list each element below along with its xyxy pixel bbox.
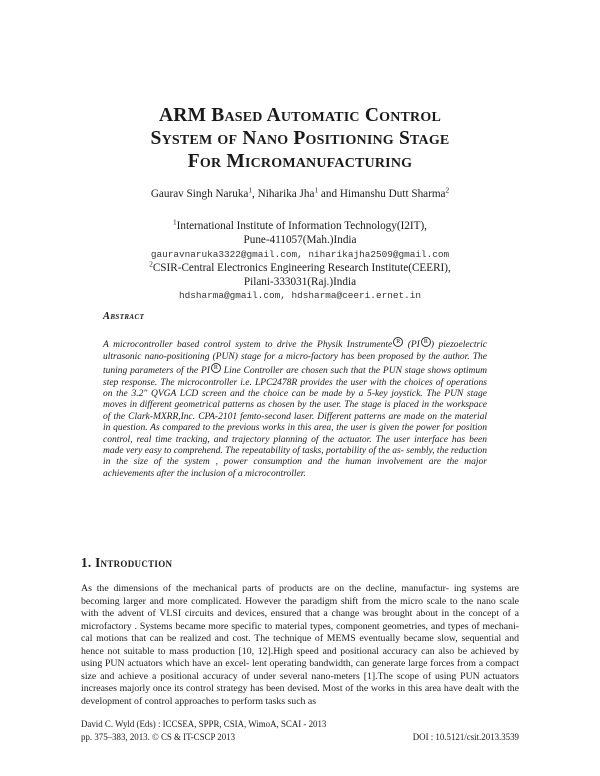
registered-mark-icon: R <box>393 337 403 347</box>
author-3-affil: 2 <box>445 186 450 195</box>
section-1-number: 1. <box>81 555 96 570</box>
affiliation-2-line2: Pilani-333031(Raj.)India <box>243 276 357 288</box>
affiliation-1-line2: Pune-411057(Mah.)India <box>243 234 357 246</box>
affiliation-2-sup: 2 <box>149 260 153 269</box>
affiliation-2-emails: hdsharma@gmail.com, hdsharma@ceeri.ernet.in <box>179 290 421 301</box>
author-2-affil: 1 <box>314 186 319 195</box>
author-list <box>0 188 600 200</box>
section-1-title: Introduction <box>95 555 173 570</box>
author-sep-1: , <box>252 188 258 200</box>
affiliation-1-sup: 1 <box>173 218 177 227</box>
abstract-text-1: A microcontroller based control system to drive the Physik Instrumente <box>103 340 393 351</box>
abstract-text-3: ) piezoelectric ultrasonic nano-positioning (PUN) stage for a micro-factory has been proposed by the author. The tuning parameters of the PI <box>103 340 488 377</box>
registered-mark-icon: R <box>211 363 221 373</box>
section-1-heading <box>81 555 172 571</box>
author-3: Himanshu Dutt Sharma <box>339 188 446 200</box>
title-line-3: For Micromanufacturing <box>187 151 413 172</box>
affiliation-1 <box>0 219 600 247</box>
affiliation-2 <box>0 261 600 289</box>
author-2: Niharika Jha <box>257 188 315 200</box>
author-sep-2: and <box>318 188 340 200</box>
footer-doi: DOI : 10.5121/csit.2013.3539 <box>412 732 519 742</box>
registered-mark-icon: R <box>421 337 431 347</box>
abstract-body <box>103 337 487 480</box>
footer-pages-copyright: pp. 375–383, 2013. © CS & IT-CSCP 2013 <box>81 732 236 742</box>
author-1: Gaurav Singh Naruka <box>150 188 249 200</box>
title-line-1: ARM Based Automatic Control <box>159 105 441 126</box>
affiliation-1-line1: International Institute of Information Technology(I2IT), <box>176 220 427 232</box>
affiliation-2-line1: CSIR-Central Electronics Engineering Research Institute(CEERI), <box>152 262 451 274</box>
title-line-2: System of Nano Positioning Stage <box>150 128 450 149</box>
abstract-heading: Abstract <box>103 311 145 322</box>
footer-proceedings: David C. Wyld (Eds) : ICCSEA, SPPR, CSIA, WimoA, SCAI - 2013 <box>81 719 327 729</box>
section-1-body: As the dimensions of the mechanical parts of products are on the decline, manufactur- ing systems are becoming larger and more complicated. However the paradigm shift from the micro scale to the nano scale with the advent of VLSI circuits and devices, ensured that a change was brought about in the concept of a microfactory . Systems became more specific to material types, component geometries, and types of mechani- cal motions that can be realized and cost. The technique of MEMS eventually became slow, sequential and hence not suitable to mass production [10, 12].High speed and positional accuracy can also be achieved by using PUN actuators which have an excel- lent operating bandwidth, can generate large forces from a compact size and achieve a positional accuracy of under several nano-meters [1].The scope of using PUN actuators increases majorly once its control strategy has been devised. Most of the works in this area have dealt with the development of control approaches to perform tasks such as <box>81 583 519 707</box>
paper-title <box>0 104 600 173</box>
abstract-text-2: (PI <box>407 340 420 351</box>
abstract-text-4: Line Controller are chosen such that the PUN stage shows optimum step response. The microcontroller i.e. LPC2478R provides the user with the choices of operations on the 3.2" QVGA LCD screen and the choice can be made by a 5-key joystick. The PUN stage moves in different geometrical patterns as chosen by the user. The stage is placed in the workspace of the Clark-MXRR,Inc. CPA-2101 femto-second laser. Different patterns are made on the material in question. As compared to the previous works in this area, the user is given the power for position control, real time tracking, and trajectory planning of the actuator. The user interface has been made very easy to comprehend. The repeatability of tasks, portability of the as- sembly, the reduction in the size of the system , power consumption and the human involvement are the major achievements after the inclusion of a microcontroller. <box>103 366 487 479</box>
affiliation-1-emails: gauravnaruka3322@gmail.com, niharikajha2509@gmail.com <box>150 249 450 260</box>
author-1-affil: 1 <box>248 186 253 195</box>
